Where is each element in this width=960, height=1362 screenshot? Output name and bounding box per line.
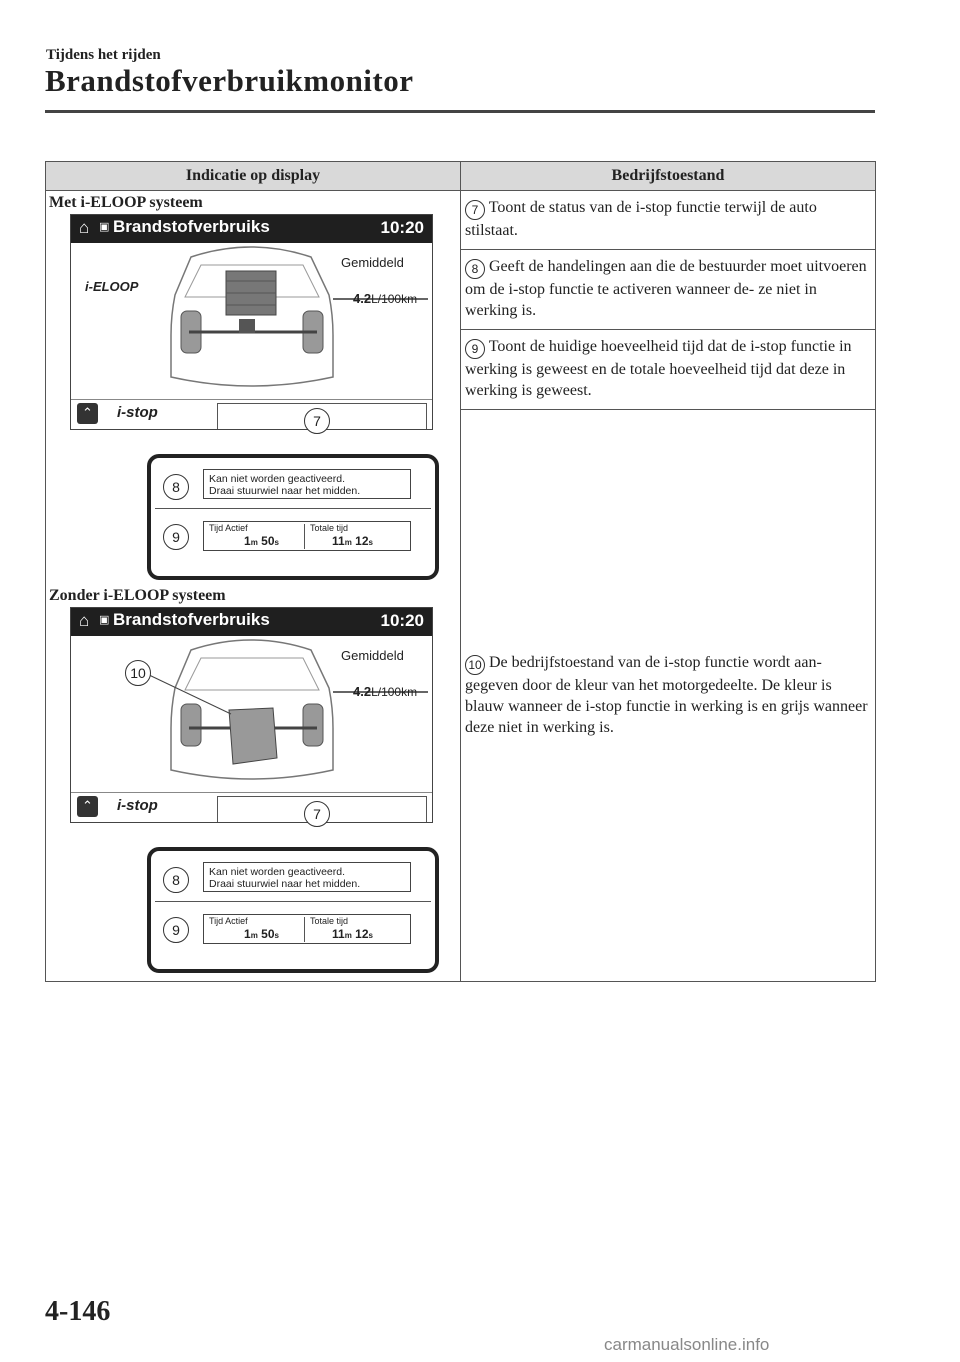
time-active-label: Tijd Actief: [209, 916, 248, 926]
callout-8: 8: [163, 474, 189, 500]
message-line-1: Kan niet worden geactiveerd.: [209, 473, 346, 485]
screen-header: [71, 215, 432, 243]
callout-9: 9: [163, 524, 189, 550]
popup-message: [203, 469, 411, 499]
callout-9: 9: [163, 917, 189, 943]
callout-10: 10: [125, 660, 151, 686]
with-eloop-label: Met i-ELOOP systeem: [49, 194, 203, 211]
popup-divider: [155, 901, 431, 902]
consumption-unit: L/100km: [371, 292, 418, 306]
istop-row: [71, 399, 432, 430]
average-value: [353, 291, 417, 306]
time-active-value: 1m 50s: [244, 534, 279, 548]
home-icon[interactable]: ⌂: [79, 611, 90, 630]
istop-label: i-stop: [117, 404, 158, 421]
desc-cell-10: [461, 410, 876, 982]
callout-connector-2: [46, 806, 460, 847]
consumption-number: 4.2: [353, 684, 372, 699]
popup-message: [203, 862, 411, 892]
display-screen-eloop: [70, 214, 433, 430]
info-table: [45, 161, 876, 982]
time-box: [203, 521, 411, 551]
screen-title: Brandstofverbruiks: [113, 610, 270, 629]
average-value: [353, 684, 417, 699]
message-line-2: Draai stuurwiel naar het midden.: [209, 878, 361, 890]
time-active-value: 1m 50s: [244, 927, 279, 941]
callout-connector: [46, 413, 460, 454]
desc-text-7: Toont de status van de i-stop functie terwijl de auto stilstaat.: [465, 199, 817, 239]
time-active-label: Tijd Actief: [209, 523, 248, 533]
desc-number-7: 7: [465, 200, 485, 220]
desc-cell-9: [461, 330, 876, 410]
istop-toggle-icon[interactable]: ⌃: [77, 796, 98, 817]
callout-7: 7: [304, 801, 330, 827]
desc-text-9: Toont de huidige hoeveelheid tijd dat de i-stop functie in werking is geweest en de totale hoeveelheid tijd dat deze in werking is geweest.: [465, 338, 852, 399]
average-label: Gemiddeld: [341, 648, 404, 663]
time-separator: [304, 524, 305, 549]
average-label: Gemiddeld: [341, 255, 404, 270]
desc-number-8: 8: [465, 259, 485, 279]
time-box: [203, 914, 411, 944]
desc-text-8: Geeft de handelingen aan die de bestuurder moet uitvoeren om de i-stop functie te activeren wanneer de- ze niet in werking is.: [465, 258, 867, 319]
total-time-label: Totale tijd: [310, 523, 349, 533]
home-icon[interactable]: ⌂: [79, 218, 90, 237]
callout-8: 8: [163, 867, 189, 893]
desc-number-9: 9: [465, 339, 485, 359]
total-time-value: 11m 12s: [332, 927, 373, 941]
istop-popup-no-eloop: [147, 847, 439, 973]
app-icon: ▣: [99, 221, 110, 233]
desc-number-10: 10: [465, 655, 485, 675]
time-separator: [304, 917, 305, 942]
screen-title: Brandstofverbruiks: [113, 217, 270, 236]
popup-divider: [155, 508, 431, 509]
istop-row-2: [71, 792, 432, 823]
desc-cell-7: [461, 191, 876, 250]
header-state: Bedrijfstoestand: [461, 162, 876, 191]
screen-clock: 10:20: [380, 218, 424, 237]
consumption-number: 4.2: [353, 291, 372, 306]
header-display: Indicatie op display: [46, 162, 461, 191]
istop-toggle-icon[interactable]: ⌃: [77, 403, 98, 424]
total-time-value: 11m 12s: [332, 534, 373, 548]
section-heading: Tijdens het rijden: [46, 47, 161, 63]
desc-text-10: De bedrijfstoestand van de i-stop functie wordt aan- gegeven door de kleur van het motorgedeelte. De kleur is blauw wanneer de i-stop functie in werking is en grijs wanneer deze niet in werking is.: [465, 653, 868, 736]
display-screen-no-eloop: [70, 607, 433, 823]
desc-cell-8: [461, 250, 876, 330]
istop-popup-eloop: [147, 454, 439, 580]
total-time-label: Totale tijd: [310, 916, 349, 926]
istop-label: i-stop: [117, 797, 158, 814]
without-eloop-label: Zonder i-ELOOP systeem: [49, 587, 226, 604]
title-rule: [45, 110, 875, 113]
callout-7: 7: [304, 408, 330, 434]
display-column: [46, 191, 461, 982]
consumption-unit: L/100km: [371, 685, 418, 699]
page-number: 4-146: [45, 1296, 111, 1327]
message-line-1: Kan niet worden geactiveerd.: [209, 866, 346, 878]
watermark: carmanualsonline.info: [604, 1335, 770, 1354]
message-line-2: Draai stuurwiel naar het midden.: [209, 485, 361, 497]
screen-header-2: [71, 608, 432, 636]
eloop-label: i-ELOOP: [85, 279, 139, 294]
app-icon: ▣: [99, 614, 110, 626]
page-title: Brandstofverbruikmonitor: [45, 63, 414, 98]
screen-clock: 10:20: [380, 611, 424, 630]
